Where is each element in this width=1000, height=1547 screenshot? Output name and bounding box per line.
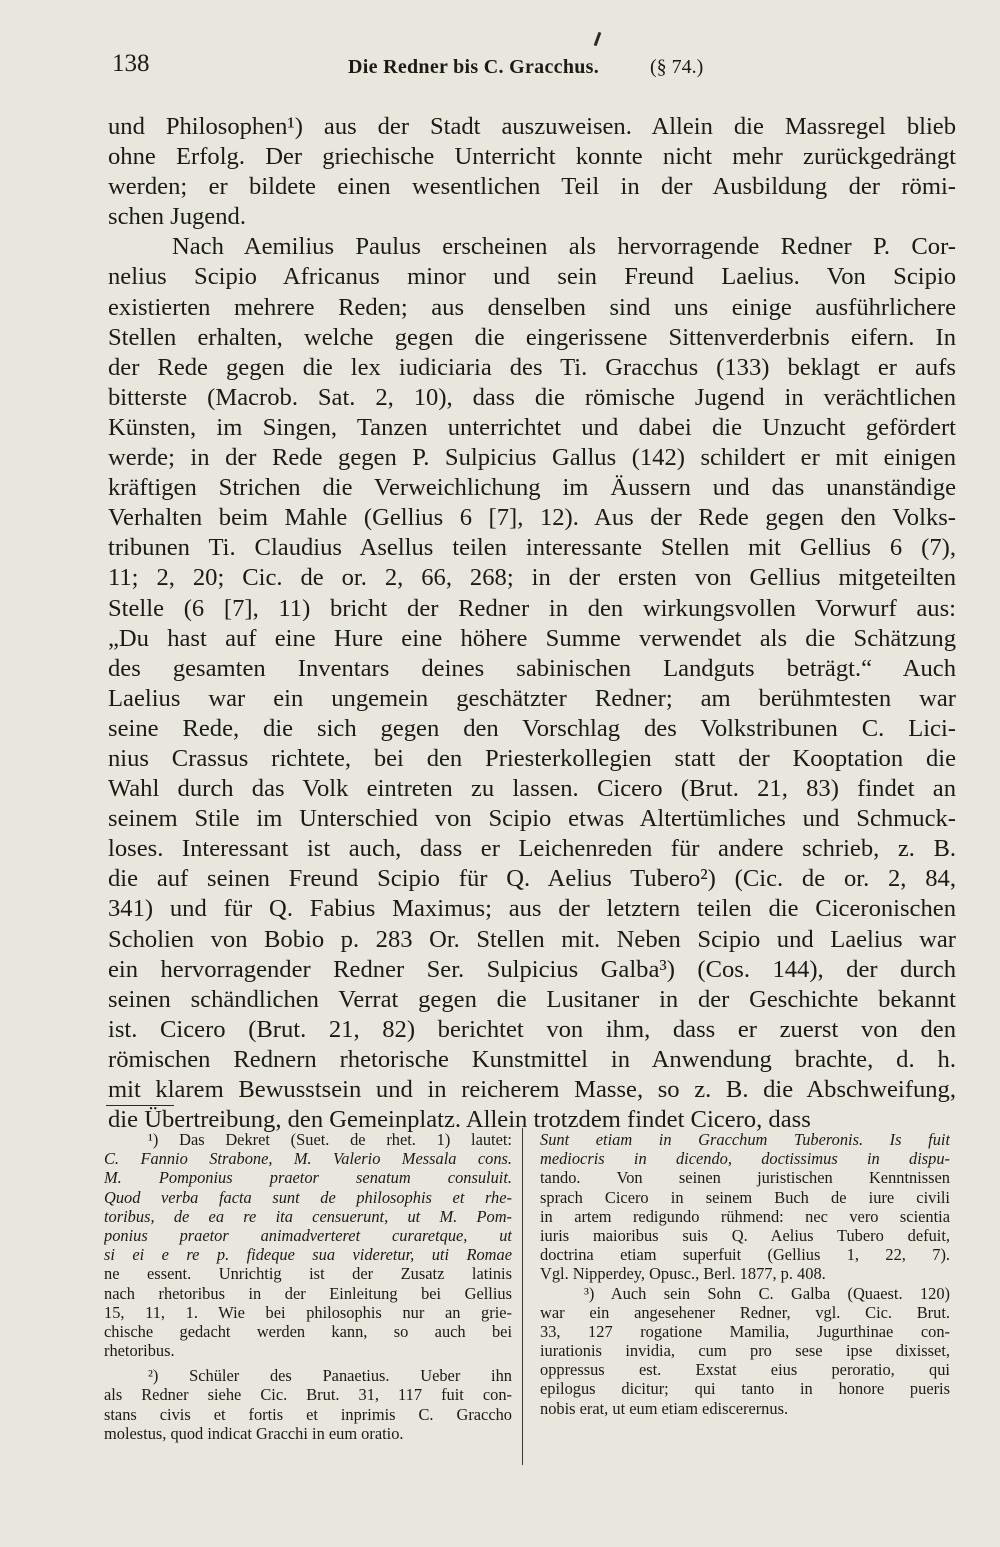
- footnote-line: Sunt etiam in Gracchum Tuberonis. Is fuit: [540, 1130, 950, 1149]
- footnote-line: in artem redigundo rühmend: nec vero scientia: [540, 1206, 950, 1226]
- footnote-line: ³) Auch sein Sohn C. Galba (Quaest. 120): [584, 1283, 950, 1303]
- footnote-line: tando. Von seinen juristischen Kenntnissen: [540, 1168, 950, 1188]
- text-line: römischen Rednern rhetorische Kunstmittel in Anwendung brachte, d. h.: [108, 1045, 956, 1073]
- text-line: Nach Aemilius Paulus erscheinen als hervorragende Redner P. Cor-: [172, 233, 956, 261]
- footnote-line: nach rhetoribus in der Einleitung bei Gellius: [104, 1283, 512, 1303]
- footnote-line: 15, 11, 1. Wie bei philosophis nur an grie-: [104, 1302, 512, 1322]
- text-line: 11; 2, 20; Cic. de or. 2, 66, 268; in der ersten von Gellius mitgeteilten: [108, 564, 956, 592]
- text-line: 341) und für Q. Fabius Maximus; aus der letztern teilen die Ciceronischen: [108, 895, 956, 923]
- footnote-line: nobis erat, ut eum etiam ediscerernus.: [540, 1398, 789, 1418]
- text-line: Scholien von Bobio p. 283 Or. Stellen mit. Neben Scipio und Laelius war: [108, 925, 956, 953]
- footnote-line: ²) Schüler des Panaetius. Ueber ihn: [148, 1366, 512, 1386]
- footnote-line: war ein angesehener Redner, vgl. Cic. Brut.: [540, 1302, 950, 1322]
- footnote-line: ponius praetor animadverteret curaretque, ut: [104, 1225, 512, 1245]
- footnote-line: epilogus dicitur; qui tanto in honore pueris: [540, 1379, 950, 1399]
- footnote-line: ¹) Das Dekret (Suet. de rhet. 1) lautet:: [148, 1130, 512, 1149]
- text-line: Stelle (6 [7], 11) bricht der Redner in den wirkungsvollen Vorwurf aus:: [108, 594, 956, 622]
- text-line: ohne Erfolg. Der griechische Unterricht konnte nicht mehr zurückgedrängt: [108, 143, 956, 171]
- footnote-line: sprach Cicero in seinem Buch de iure civili: [540, 1187, 950, 1207]
- footnote-line: iuris maioribus suis Q. Aelius Tubero defuit,: [540, 1225, 950, 1245]
- text-line: existierten mehrere Reden; aus denselben sind uns einige ausführlichere: [108, 293, 956, 321]
- footnote-line: C. Fannio Strabone, M. Valerio Messala cons.: [104, 1149, 512, 1169]
- text-line: Wahl durch das Volk eintreten zu lassen. Cicero (Brut. 21, 83) findet an: [108, 775, 956, 803]
- text-line: Künsten, im Singen, Tanzen unterrichtet und dabei die Unzucht gefördert: [108, 413, 956, 441]
- text-line: kräftigen Strichen die Verweichlichung im Äussern und das unanständige: [108, 474, 956, 502]
- text-line: werden; er bildete einen wesentlichen Teil in der Ausbildung der römi-: [108, 173, 956, 201]
- footnote-line: stans civis et fortis et inprimis C. Graccho: [104, 1404, 512, 1424]
- footnotes-right-column: [540, 1130, 950, 1418]
- text-line: und Philosophen¹) aus der Stadt auszuweisen. Allein die Massregel blieb: [108, 113, 956, 140]
- text-line: seine Rede, die sich gegen den Vorschlag des Volkstribunen C. Lici-: [108, 714, 956, 742]
- running-title: Die Redner bis C. Gracchus.: [348, 56, 600, 78]
- footnote-line: Quod verba facta sunt de philosophis et rhe-: [104, 1187, 512, 1207]
- footnote-line: mediocris in dicendo, doctissimus in dispu-: [540, 1149, 950, 1169]
- text-line: mit klarem Bewusstsein und in reicherem Masse, so z. B. die Abschweifung,: [108, 1076, 956, 1103]
- text-line: Laelius war ein ungemein geschätzter Redner; am berühmtesten war: [108, 684, 956, 712]
- text-line: werde; in der Rede gegen P. Sulpicius Gallus (142) schildert er mit einigen: [108, 444, 956, 472]
- text-line: seinen schändlichen Verrat gegen die Lusitaner in der Geschichte bekannt: [108, 985, 956, 1013]
- footnote-line: toribus, de ea re ita censuerunt, ut M. Pom-: [104, 1206, 512, 1226]
- footnote-line: als Redner siehe Cic. Brut. 31, 117 fuit con-: [104, 1385, 512, 1405]
- text-line: schen Jugend.: [108, 203, 246, 231]
- footnote-line: molestus, quod indicat Gracchi in eum oratio.: [104, 1423, 404, 1443]
- page-header: [112, 50, 712, 86]
- footnote-line: doctrina etiam superfuit (Gellius 1, 22, 7).: [540, 1245, 950, 1265]
- text-line: ist. Cicero (Brut. 21, 82) berichtet von ihm, dass er zuerst von den: [108, 1015, 956, 1043]
- section-reference: (§ 74.): [650, 56, 704, 78]
- text-line: nelius Scipio Africanus minor und sein Freund Laelius. Von Scipio: [108, 263, 956, 291]
- text-line: der Rede gegen die lex iudiciaria des Ti. Gracchus (133) beklagt er aufs: [108, 353, 956, 381]
- text-line: seinem Stile im Unterschied von Scipio etwas Altertümliches und Schmuck-: [108, 805, 956, 833]
- footnote-line: Vgl. Nipperdey, Opusc., Berl. 1877, p. 408.: [540, 1264, 826, 1284]
- text-line: Stellen erhalten, welche gegen die eingerissene Sittenverderbnis eifern. In: [108, 323, 956, 351]
- text-line: loses. Interessant ist auch, dass er Leichenreden für andere schrieb, z. B.: [108, 835, 956, 863]
- ink-mark: [594, 32, 602, 46]
- column-divider: [522, 1128, 523, 1465]
- footnote-line: rhetoribus.: [104, 1341, 175, 1361]
- text-line: Verhalten beim Mahle (Gellius 6 [7], 12). Aus der Rede gegen den Volks-: [108, 504, 956, 532]
- footnote-line: 33, 127 rogatione Mamilia, Jugurthinae con-: [540, 1321, 950, 1341]
- page-number: 138: [112, 50, 150, 77]
- text-line: „Du hast auf eine Hure eine höhere Summe verwendet als die Schätzung: [108, 624, 956, 652]
- text-line: tribunen Ti. Claudius Asellus teilen interessante Stellen mit Gellius 6 (7),: [108, 534, 956, 562]
- footnote-line: si ei e re p. fideque sua videretur, uti Romae: [104, 1245, 512, 1265]
- text-line: nius Crassus richtete, bei den Priesterkollegien statt der Kooptation die: [108, 744, 956, 772]
- footnote-line: chische gedacht werden kann, so auch bei: [104, 1321, 512, 1341]
- footnote-line: oppressus est. Exstat eius peroratio, qui: [540, 1360, 950, 1380]
- footnote-line: ne essent. Unrichtig ist der Zusatz latinis: [104, 1264, 512, 1284]
- text-line: ein hervorragender Redner Ser. Sulpicius Galba³) (Cos. 144), der durch: [108, 955, 956, 983]
- text-line: die auf seinen Freund Scipio für Q. Aelius Tubero²) (Cic. de or. 2, 84,: [108, 865, 956, 893]
- footnote-line: M. Pomponius praetor senatum consuluit.: [104, 1168, 512, 1188]
- main-text: [108, 112, 956, 1135]
- footnote-separator: [106, 1105, 174, 1106]
- text-line: des gesamten Inventars deines sabinischen Landguts beträgt.“ Auch: [108, 654, 956, 682]
- text-line: bitterste (Macrob. Sat. 2, 10), dass die römische Jugend in verächtlichen: [108, 383, 956, 411]
- text-line: die Übertreibung, den Gemeinplatz. Allein trotzdem findet Cicero, dass: [108, 1106, 811, 1134]
- footnote-line: iurationis invidia, cum pro sese ipse dixisset,: [540, 1341, 950, 1361]
- footnotes-left-column: [104, 1130, 512, 1443]
